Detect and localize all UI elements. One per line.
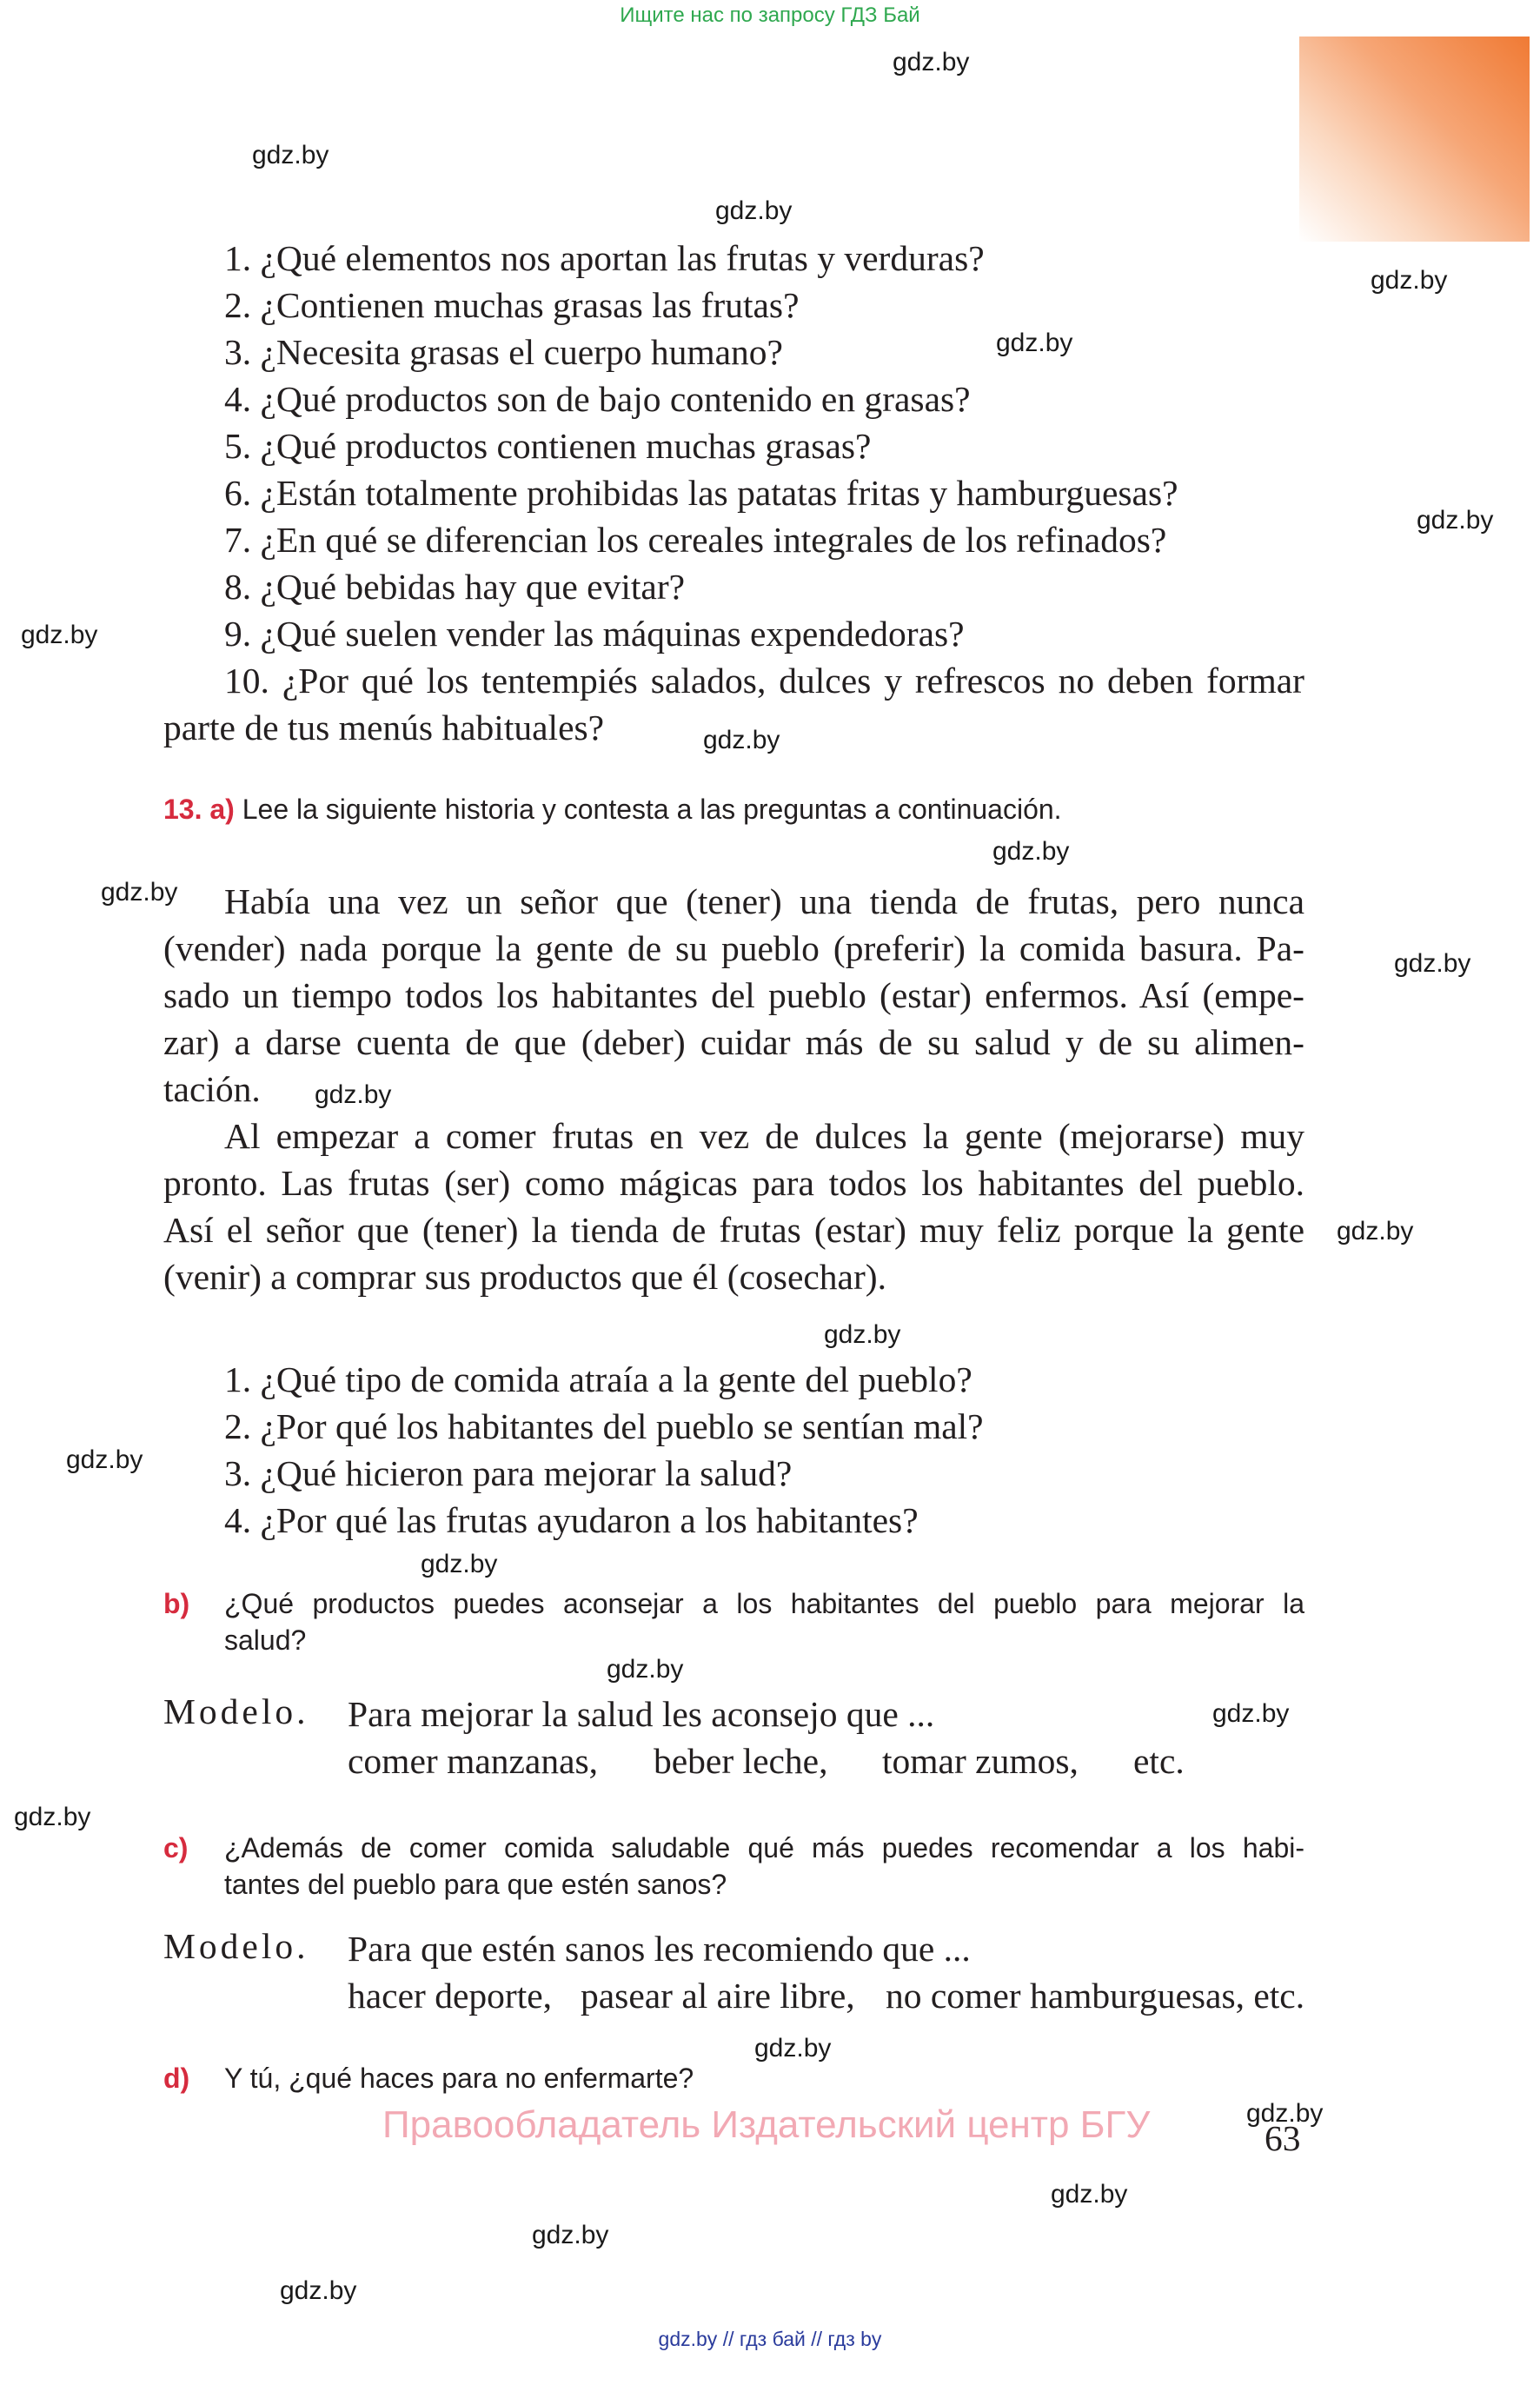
- part-a-instruction: Lee la siguiente historia y contesta a las preguntas a continuación.: [242, 794, 1062, 825]
- part-b-letter: b): [163, 1588, 190, 1619]
- watermark: gdz.by: [1371, 266, 1448, 295]
- top-banner[interactable]: Ищите нас по запросу ГДЗ Бай: [620, 3, 920, 27]
- question-3: 3. ¿Necesita grasas el cuerpo humano?: [224, 332, 783, 372]
- part-c-instruction: ¿Además de comer comida saludable qué más puedes recomendar a los habi-: [224, 1832, 1304, 1863]
- question-7: 7. ¿En qué se diferencian los cereales integrales de los refinados?: [224, 520, 1167, 560]
- model-sentence: Para que estén sanos les recomiendo que ...: [348, 1929, 971, 1969]
- corner-decoration: [1299, 37, 1530, 242]
- watermark: gdz.by: [754, 2034, 832, 2063]
- question-9: 9. ¿Qué suelen vender las máquinas expendedoras?: [224, 614, 965, 654]
- watermark: gdz.by: [1394, 949, 1471, 978]
- story-line: Al empezar a comer frutas en vez de dulces la gente (mejorarse) muy: [224, 1116, 1304, 1156]
- watermark: gdz.by: [893, 48, 970, 76]
- watermark: gdz.by: [101, 878, 178, 907]
- model-option: pasear al aire libre,: [581, 1976, 855, 2016]
- watermark: gdz.by: [715, 196, 793, 225]
- watermark: gdz.by: [992, 837, 1070, 866]
- story-line: (venir) a comprar sus productos que él (cosechar).: [163, 1257, 886, 1297]
- part-d-letter: d): [163, 2063, 190, 2094]
- story-question-4: 4. ¿Por qué las frutas ayudaron a los habitantes?: [224, 1500, 919, 1540]
- part-d-question: Y tú, ¿qué haces para no enfermarte?: [224, 2063, 694, 2094]
- watermark: gdz.by: [1051, 2180, 1128, 2209]
- question-2: 2. ¿Contienen muchas grasas las frutas?: [224, 285, 800, 325]
- story-line: pronto. Las frutas (ser) como mágicas para todos los habitantes del pueblo.: [163, 1163, 1304, 1203]
- part-a-letter: a): [209, 794, 235, 825]
- watermark: gdz.by: [1246, 2099, 1324, 2128]
- part-c-instruction-cont: tantes del pueblo para que estén sanos?: [224, 1869, 727, 1900]
- watermark: gdz.by: [21, 621, 98, 649]
- watermark: gdz.by: [421, 1550, 498, 1578]
- watermark: gdz.by: [703, 726, 780, 754]
- story-question-3: 3. ¿Qué hicieron para mejorar la salud?: [224, 1453, 793, 1493]
- story-line: Así el señor que (tener) la tienda de frutas (estar) muy feliz porque la gente: [163, 1210, 1304, 1250]
- story-question-1: 1. ¿Qué tipo de comida atraía a la gente del pueblo?: [224, 1359, 972, 1399]
- watermark: gdz.by: [1212, 1699, 1290, 1728]
- model-label: Modelo.: [163, 1691, 309, 1731]
- story-question-2: 2. ¿Por qué los habitantes del pueblo se sentían mal?: [224, 1406, 984, 1446]
- question-1: 1. ¿Qué elementos nos aportan las frutas y verduras?: [224, 238, 985, 278]
- model-option: tomar zumos,: [882, 1741, 1079, 1781]
- question-8: 8. ¿Qué bebidas hay que evitar?: [224, 567, 686, 607]
- question-5: 5. ¿Qué productos contienen muchas grasas?: [224, 426, 872, 466]
- bottom-links[interactable]: gdz.by // гдз бай // гдз by: [658, 2328, 882, 2350]
- watermark: gdz.by: [607, 1655, 684, 1684]
- part-c-letter: c): [163, 1832, 189, 1863]
- part-b-instruction: ¿Qué productos puedes aconsejar a los habitantes del pueblo para mejorar la: [224, 1588, 1304, 1619]
- watermark: gdz.by: [280, 2276, 357, 2305]
- watermark: gdz.by: [252, 141, 329, 169]
- page-number: 63: [1265, 2118, 1301, 2158]
- watermark: gdz.by: [1417, 506, 1494, 535]
- story-line: zar) a darse cuenta de que (deber) cuidar más de su salud y de su alimen-: [163, 1022, 1304, 1062]
- story-line: sado un tiempo todos los habitantes del pueblo (estar) enfermos. Así (empe-: [163, 975, 1304, 1015]
- watermark: gdz.by: [315, 1080, 392, 1109]
- model-option: hacer deporte,: [348, 1976, 553, 2016]
- exercise-number: 13.: [163, 794, 202, 825]
- model-option: comer manzanas,: [348, 1741, 599, 1781]
- watermark: gdz.by: [532, 2221, 609, 2249]
- model-option: no comer hamburguesas, etc.: [886, 1976, 1305, 2016]
- story-line: (vender) nada porque la gente de su pueblo (preferir) la comida basura. Pa-: [163, 928, 1304, 968]
- watermark: gdz.by: [14, 1803, 91, 1831]
- watermark: gdz.by: [66, 1445, 143, 1474]
- model-label: Modelo.: [163, 1926, 309, 1966]
- story-line: Había una vez un señor que (tener) una tienda de frutas, pero nunca: [224, 881, 1304, 921]
- question-10-continuation: parte de tus menús habituales?: [163, 708, 605, 747]
- question-4: 4. ¿Qué productos son de bajo contenido en grasas?: [224, 379, 971, 419]
- story-line: tación.: [163, 1069, 261, 1109]
- copyright-notice: Правообладатель Издательский центр БГУ: [382, 2103, 1151, 2146]
- watermark: gdz.by: [996, 329, 1073, 357]
- model-option: beber leche,: [654, 1741, 828, 1781]
- watermark: gdz.by: [1337, 1217, 1414, 1246]
- model-option: etc.: [1133, 1741, 1185, 1781]
- part-b-instruction-cont: salud?: [224, 1624, 307, 1656]
- question-10: 10. ¿Por qué los tentempiés salados, dulces y refrescos no deben formar: [224, 661, 1304, 701]
- model-sentence: Para mejorar la salud les aconsejo que ...: [348, 1694, 935, 1734]
- watermark: gdz.by: [824, 1320, 901, 1349]
- question-6: 6. ¿Están totalmente prohibidas las patatas fritas y hamburguesas?: [224, 473, 1178, 513]
- exercise-13-heading: [163, 791, 1062, 827]
